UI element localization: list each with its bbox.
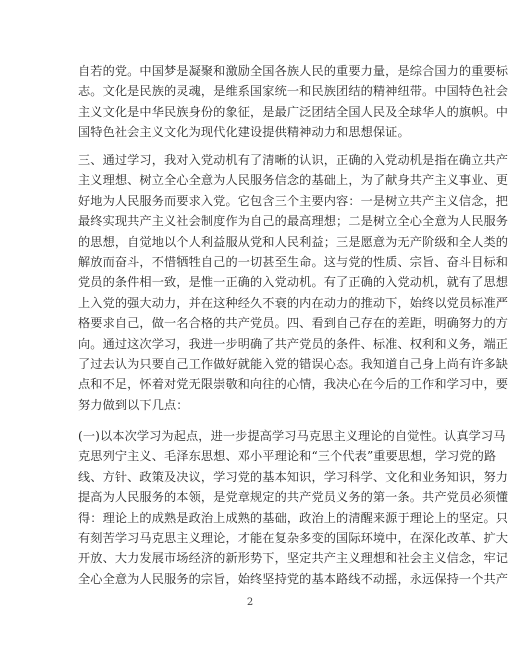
text-line: 向。通过这次学习，我进一步明确了共产党员的条件、标准、权利和义务，端正 <box>78 336 508 351</box>
text-line: 国特色社会主义文化为现代化建设提供精神动力和思想保证。 <box>78 125 410 140</box>
text-line: 努力做到以下几点： <box>78 397 189 412</box>
text-line: 克思列宁主义、毛泽东思想、邓小平理论和“三个代表”重要思想，学习党的路 <box>78 449 497 464</box>
text-line: 线、方针、政策及决议，学习党的基本知识，学习科学、文化和业务知识，努力 <box>78 469 508 484</box>
text-line: 主义理想、树立全心全意为人民服务信念的基础上，为了献身共产主义事业、更 <box>78 173 508 188</box>
text-line: 有刻苦学习马克思主义理论，才能在复杂多变的国际环境中，在深化改革、扩大 <box>78 530 508 545</box>
text-line: 上入党的强大动力，并在这种经久不衰的内在动力的推动下，始终以党员标准严 <box>78 295 508 310</box>
text-line: 得：理论上的成熟是政治上成熟的基础，政治上的清醒来源于理论上的坚定。只 <box>78 510 508 525</box>
text-line: 点和不足，怀着对党无限崇敬和向往的心情，我决心在今后的工作和学习中，要 <box>78 377 508 392</box>
text-line: (一)以本次学习为起点，进一步提高学习马克思主义理论的自觉性。认真学习马 <box>78 429 506 443</box>
text-line: 好地为人民服务而要求入党。它包含三个主要内容：一是树立共产主义信念，把 <box>78 193 508 208</box>
text-line: 自若的党。中国梦是凝聚和激励全国各族人民的重要力量，是综合国力的重要标 <box>78 64 508 78</box>
text-line: 的思想，自觉地以个人利益服从党和人民利益；三是愿意为无产阶级和全人类的 <box>78 234 508 249</box>
text-line: 开放、大力发展市场经济的新形势下，坚定共产主义理想和社会主义信念，牢记 <box>78 551 508 566</box>
text-line: 提高为人民服务的本领，是党章规定的共产党员义务的第一条。共产党员必须懂 <box>78 490 508 505</box>
paragraph-chinese-dream <box>78 61 508 143</box>
text-line: 三、通过学习，我对入党动机有了清晰的认识，正确的入党动机是指在确立共产 <box>78 153 508 167</box>
text-line: 了过去认为只要自己工作做好就能入党的错误心态。我知道自己身上尚有许多缺 <box>78 356 508 371</box>
text-line: 解放而奋斗，不惜牺牲自己的一切甚至生命。这与党的性质、宗旨、奋斗目标和 <box>78 254 508 269</box>
page-number: 2 <box>246 597 254 608</box>
text-line: 全心全意为人民服务的宗旨，始终坚持党的基本路线不动摇，永远保持一个共产 <box>78 571 508 586</box>
text-line: 最终实现共产主义社会制度作为自己的最高理想；二是树立全心全意为人民服务 <box>78 214 508 229</box>
text-line: 主义文化是中华民族身份的象征，是最广泛团结全国人民及全球华人的旗帜。中 <box>78 104 508 119</box>
text-line: 格要求自己，做一名合格的共产党员。四、看到自己存在的差距，明确努力的方 <box>78 316 508 331</box>
paragraph-study-theory <box>78 426 508 589</box>
paragraph-party-motivation <box>78 150 508 415</box>
text-line: 党员的条件相一致，是惟一正确的入党动机。有了正确的入党动机，就有了思想 <box>78 275 508 290</box>
text-line: 志。文化是民族的灵魂，是维系国家统一和民族团结的精神纽带。中国特色社会 <box>78 84 508 99</box>
